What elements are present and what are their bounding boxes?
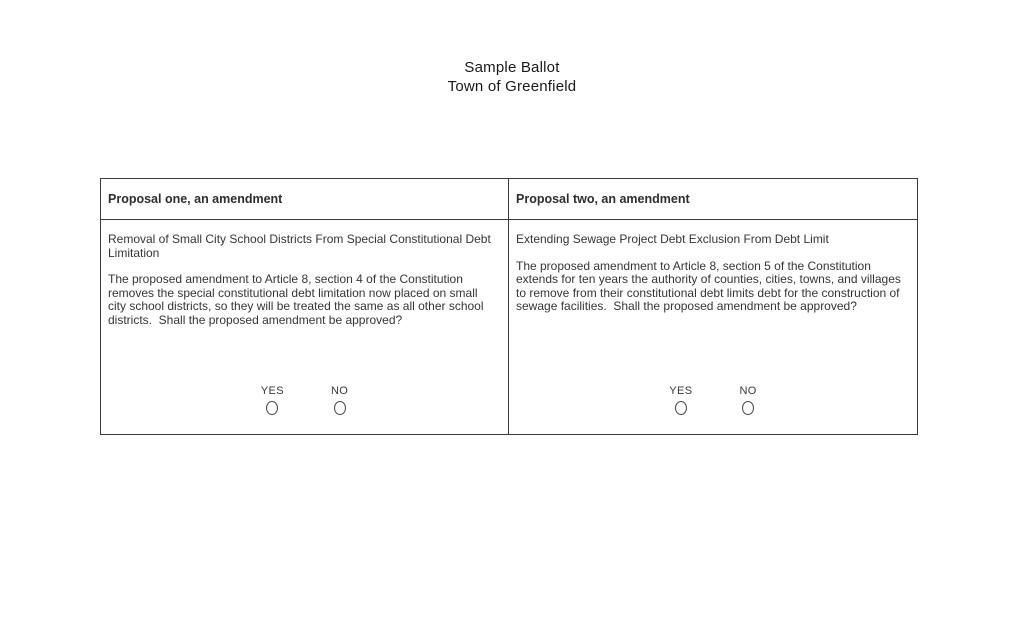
proposal-two-header: Proposal two, an amendment — [516, 192, 690, 206]
no-vote-oval[interactable] — [334, 401, 346, 415]
proposal-two-vote-yes — [669, 385, 692, 415]
proposal-one-header-cell — [101, 179, 509, 220]
proposal-two-header-cell — [509, 179, 917, 220]
yes-vote-oval[interactable] — [675, 401, 687, 415]
no-label: NO — [739, 385, 757, 398]
no-vote-oval[interactable] — [742, 401, 754, 415]
proposal-one-text: The proposed amendment to Article 8, section 4 of the Constitution removes the special constitutional debt limitation now placed on small city school districts, so they will be treated the same as all other school districts. Shall the proposed amendment be approved? — [108, 272, 487, 327]
proposal-one-header: Proposal one, an amendment — [108, 192, 283, 206]
document-title-line1: Sample Ballot — [464, 59, 560, 76]
proposal-one-vote-no — [331, 385, 348, 415]
proposal-one-summary: Removal of Small City School Districts From Special Constitutional Debt Limitation — [108, 232, 495, 260]
yes-vote-oval[interactable] — [266, 401, 278, 415]
proposal-two-vote-no — [739, 385, 756, 415]
proposal-two-summary: Extending Sewage Project Debt Exclusion From Debt Limit — [516, 232, 829, 246]
yes-label: YES — [669, 385, 693, 398]
yes-label: YES — [260, 385, 284, 398]
proposal-two-text: The proposed amendment to Article 8, section 5 of the Constitution extends for ten years the authority of counties, cities, towns, and villages to remove from their constitutional debt limits debt for the construction of sewage facilities. Shall the proposed amendment be approved? — [516, 258, 905, 314]
proposal-one-votes — [101, 385, 508, 415]
proposal-two-votes — [509, 385, 917, 415]
proposal-one-body-cell — [101, 220, 509, 434]
document-title — [0, 58, 1024, 96]
document-title-line2: Town of Greenfield — [447, 78, 577, 95]
no-label: NO — [330, 385, 349, 398]
proposal-one-vote-yes — [261, 385, 284, 415]
ballot-table — [100, 178, 918, 435]
proposal-two-body-cell — [509, 220, 917, 434]
